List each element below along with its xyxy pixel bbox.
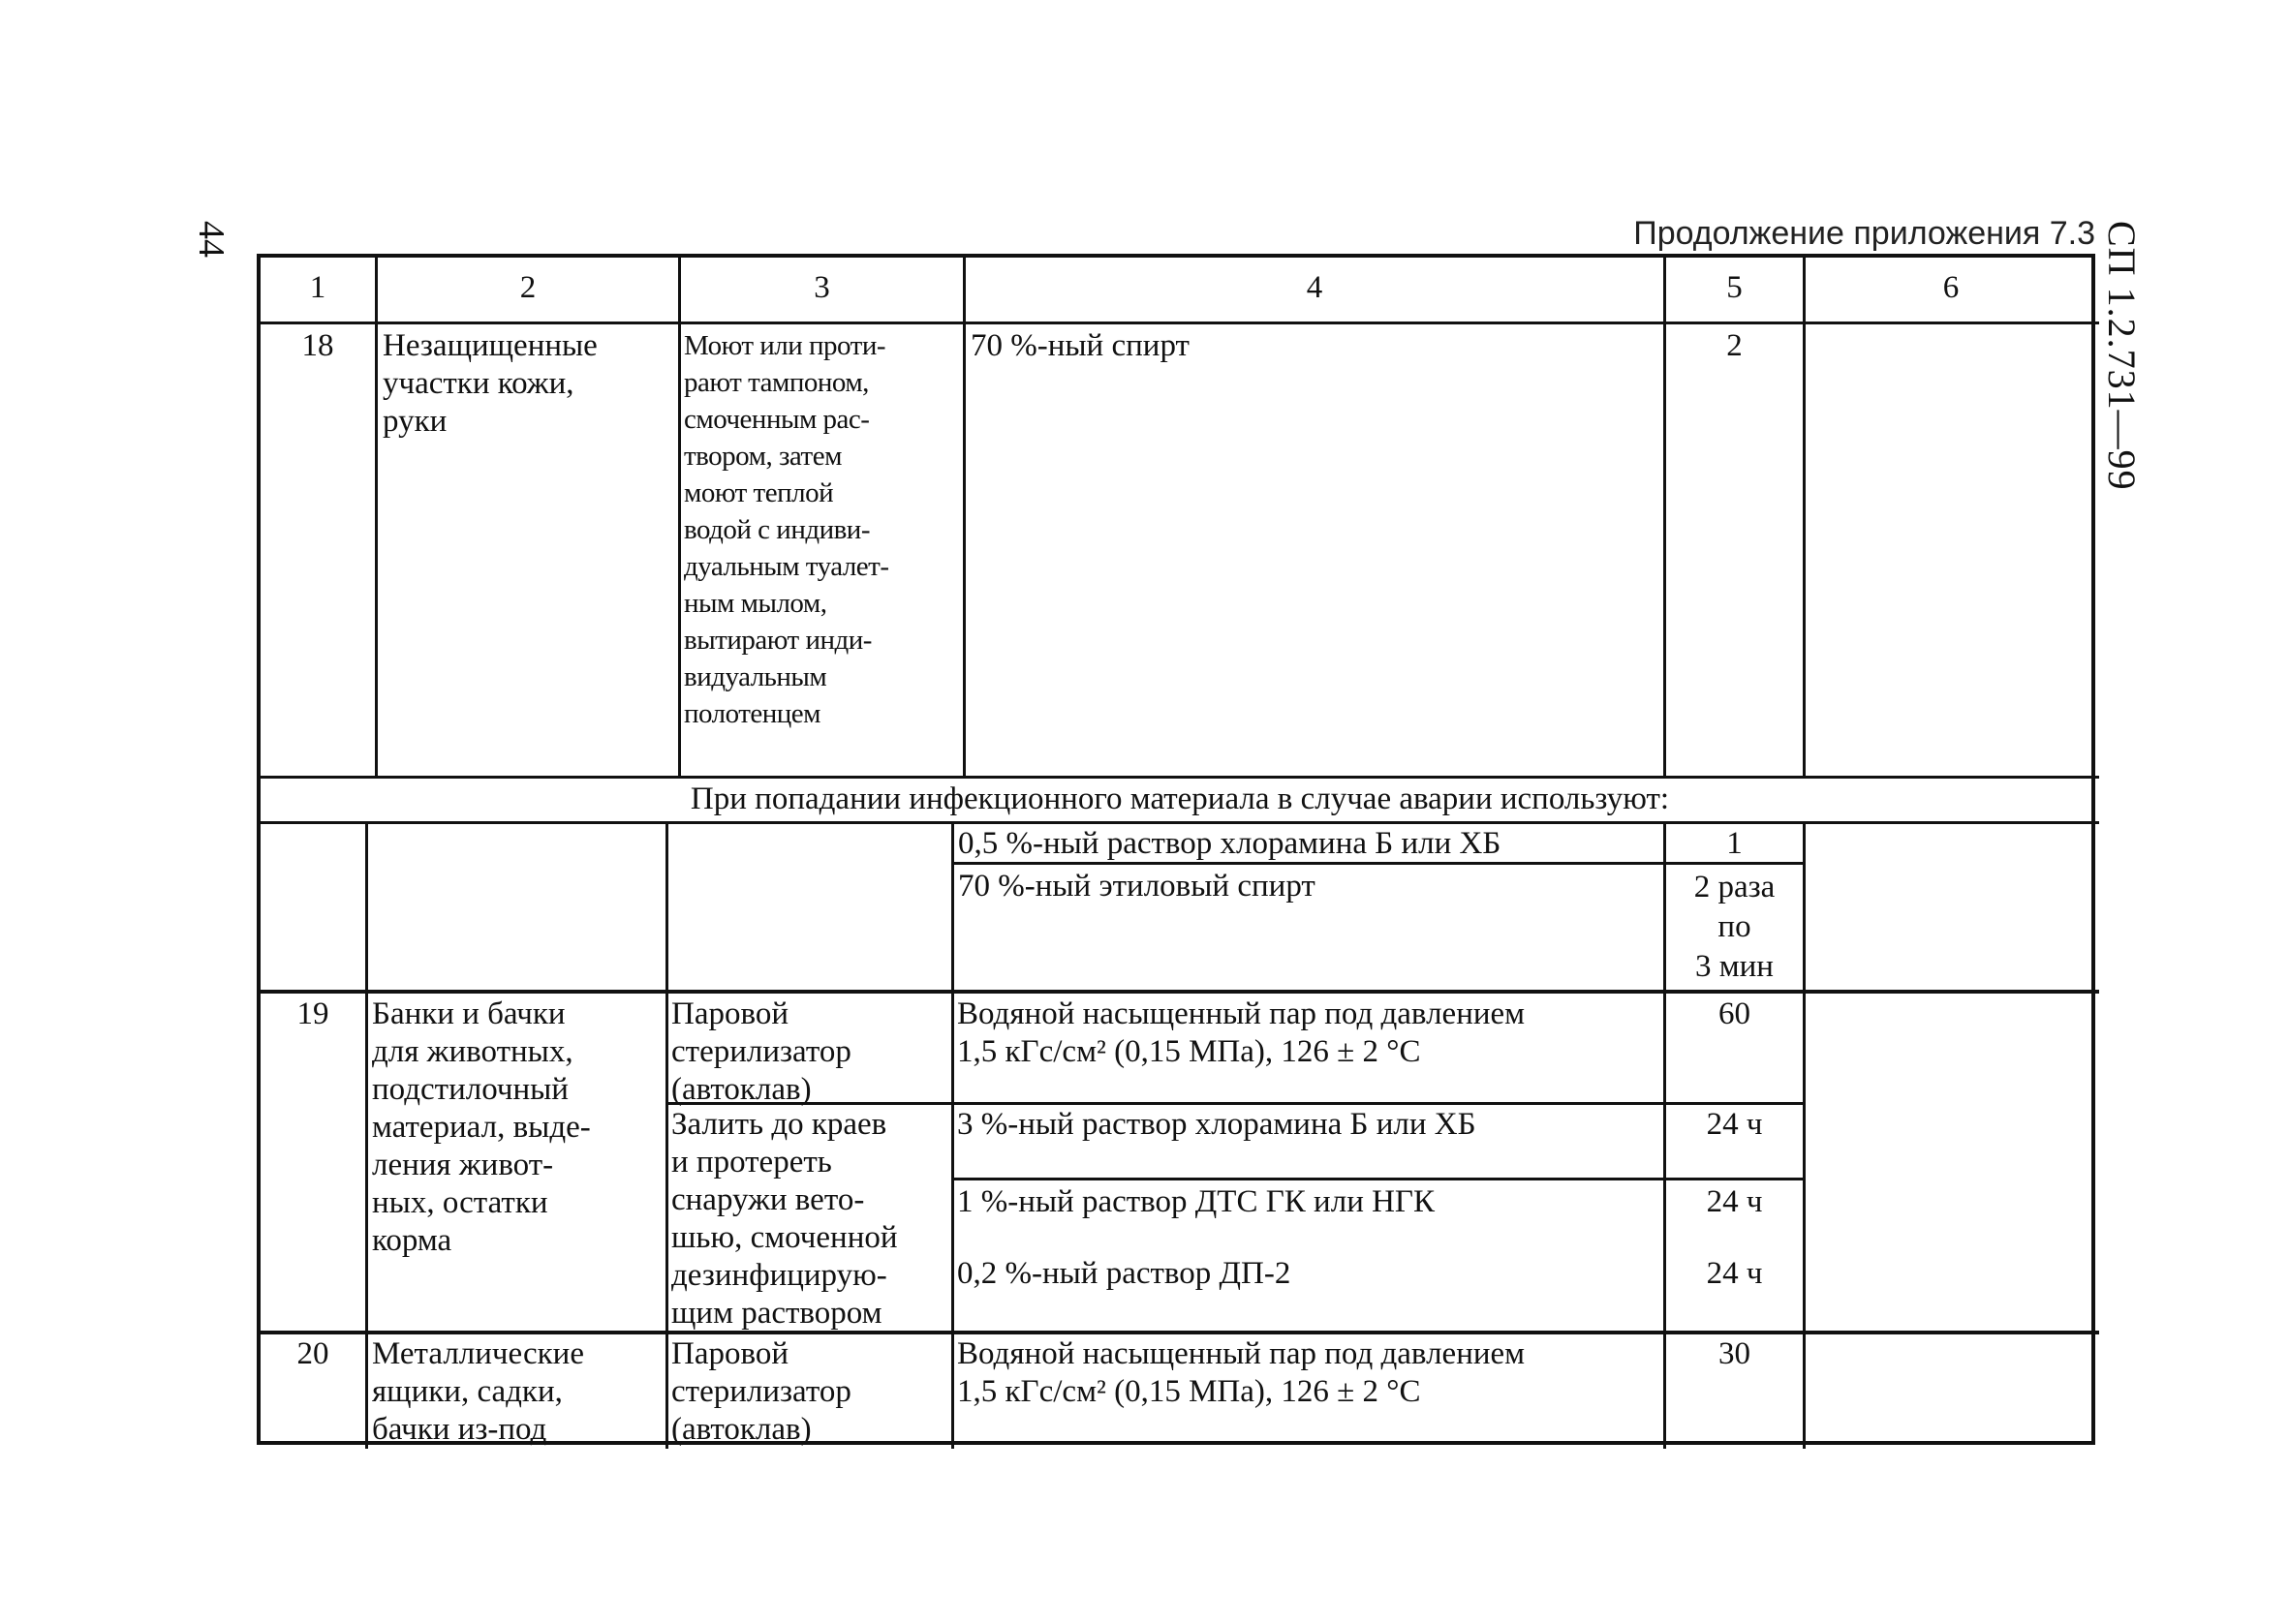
header-col-6: 6 bbox=[1942, 270, 1960, 305]
row-19-method-a: Паровой стерилизатор (автоклав) bbox=[671, 996, 851, 1107]
row-19-agent-b2: 1 %-ный раствор ДТС ГК или НГК bbox=[957, 1184, 1436, 1219]
row-19-time-b2: 24 ч bbox=[1706, 1184, 1763, 1219]
header-col-4: 4 bbox=[1306, 270, 1323, 305]
row-19-agent-a: Водяной насыщенный пар под давлением 1,5 кГс/см² (0,15 МПа), 126 ± 2 °С bbox=[957, 996, 1526, 1069]
row-20-time: 30 bbox=[1718, 1336, 1750, 1371]
accident-time-2: 2 раза по 3 мин bbox=[1693, 870, 1776, 984]
row-19-time-a: 60 bbox=[1718, 996, 1750, 1031]
page-number: 44 bbox=[191, 221, 232, 258]
row-20-method: Паровой стерилизатор (автоклав) bbox=[671, 1336, 851, 1447]
accident-agent-2: 70 %-ный этиловый спирт bbox=[958, 869, 1315, 904]
header-col-2: 2 bbox=[519, 270, 537, 305]
header-col-1: 1 bbox=[309, 270, 326, 305]
row-18-object: Незащищенные участки кожи, руки bbox=[383, 328, 598, 439]
row-18-agent: 70 %-ный спирт bbox=[971, 328, 1190, 363]
accident-agent-1: 0,5 %-ный раствор хлорамина Б или ХБ bbox=[958, 826, 1501, 861]
row-19-time-b3: 24 ч bbox=[1706, 1256, 1763, 1291]
row-18-method: Моют или проти- рают тампоном, смоченным рас- твором, затем моют теплой водой с индиви- дуальным туалет- ным мылом, вытирают инди- видуальным полотенцем bbox=[684, 330, 889, 729]
header-col-3: 3 bbox=[814, 270, 830, 305]
row-18-time: 2 bbox=[1726, 328, 1743, 363]
accident-time-1: 1 bbox=[1726, 826, 1743, 861]
row-19-number: 19 bbox=[296, 996, 329, 1031]
row-18-number: 18 bbox=[301, 328, 334, 363]
row-20-number: 20 bbox=[296, 1336, 329, 1371]
row-19-agent-b1: 3 %-ный раствор хлорамина Б или ХБ bbox=[957, 1107, 1476, 1142]
row-20-object: Металлические ящики, садки, бачки из-под bbox=[372, 1336, 584, 1447]
row-19-method-b: Залить до краев и протереть снаружи вето- шью, смоченной дезинфицирую- щим раствором bbox=[671, 1107, 898, 1331]
disinfection-table bbox=[257, 254, 2095, 1445]
row-20-agent: Водяной насыщенный пар под давлением 1,5 кГс/см² (0,15 МПа), 126 ± 2 °С bbox=[957, 1336, 1526, 1409]
document-code: СП 1.2.731—99 bbox=[2100, 221, 2144, 491]
row-19-time-b1: 24 ч bbox=[1706, 1107, 1763, 1142]
header-col-5: 5 bbox=[1726, 270, 1743, 305]
row-19-object: Банки и бачки для животных, подстилочный материал, выде- ления живот- ных, остатки корма bbox=[372, 996, 591, 1258]
accident-note: При попадании инфекционного материала в случае аварии используют: bbox=[690, 781, 1670, 816]
row-19-agent-b3: 0,2 %-ный раствор ДП-2 bbox=[957, 1256, 1291, 1291]
continuation-caption: Продолжение приложения 7.3 bbox=[1633, 215, 2095, 252]
